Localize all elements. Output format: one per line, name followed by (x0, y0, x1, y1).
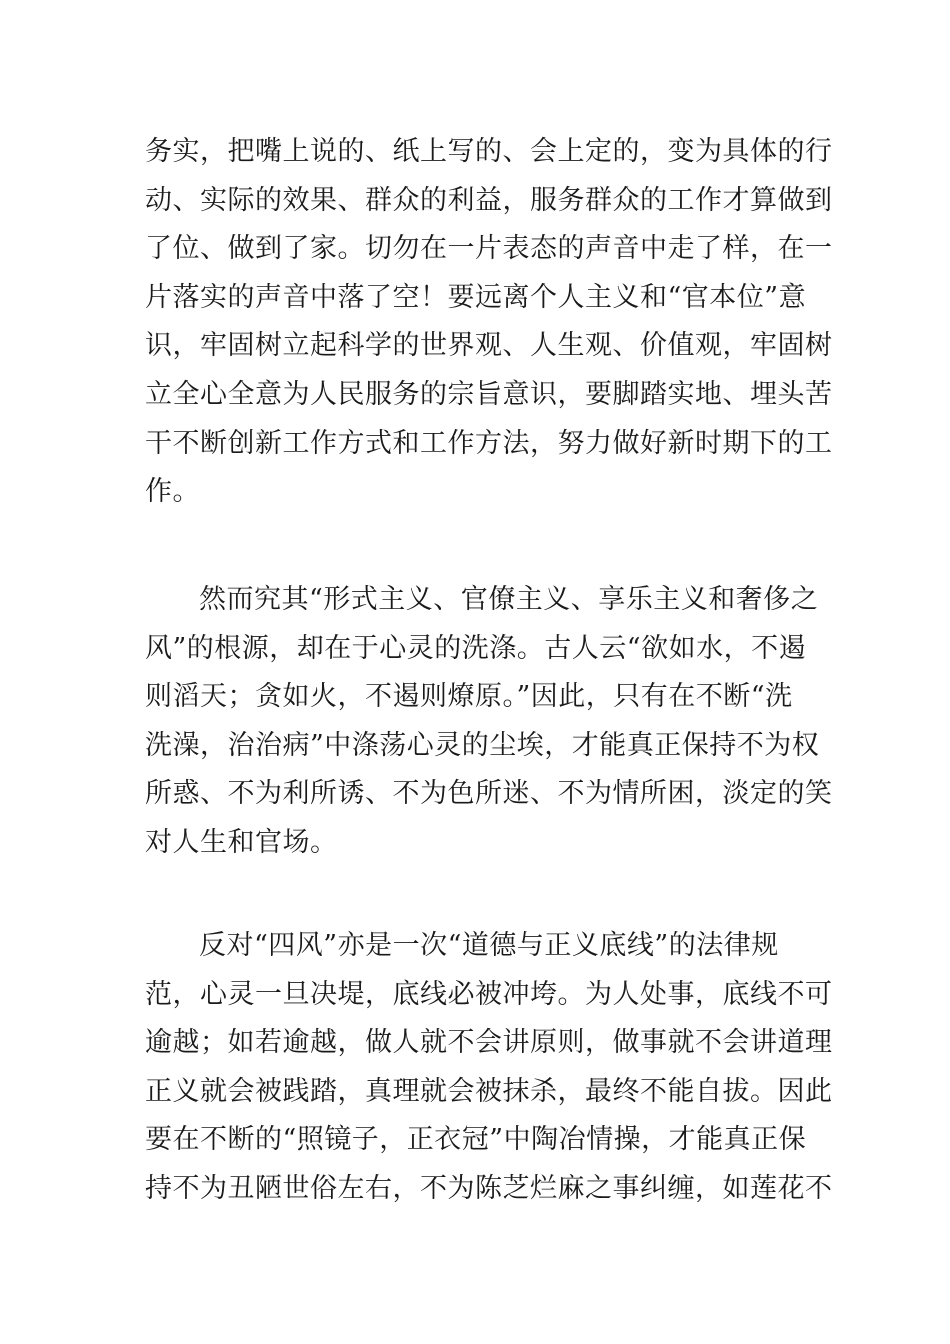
text-line: 了位、做到了家。切勿在一片表态的声音中走了样，在一 (145, 233, 833, 265)
text-line: 作。 (145, 476, 200, 508)
text-line: 风”的根源，却在于心灵的洗涤。古人云“欲如水，不遏 (145, 632, 807, 664)
text-line: 立全心全意为人民服务的宗旨意识，要脚踏实地、埋头苦 (145, 378, 833, 410)
text-line: 正义就会被践踏，真理就会被抹杀，最终不能自拔。因此 (145, 1075, 833, 1107)
text-line: 持不为丑陋世俗左右，不为陈芝烂麻之事纠缠，如莲花不 (145, 1172, 833, 1204)
text-line: 识，牢固树立起科学的世界观、人生观、价值观，牢固树 (145, 330, 833, 362)
text-line-first: 反对“四风”亦是一次“道德与正义底线”的法律规 (199, 930, 779, 961)
text-line: 对人生和官场。 (145, 826, 338, 858)
text-line: 范，心灵一旦决堤，底线必被冲垮。为人处事，底线不可 (145, 978, 833, 1010)
text-line: 动、实际的效果、群众的利益，服务群众的工作才算做到 (145, 184, 833, 216)
text-line: 务实，把嘴上说的、纸上写的、会上定的，变为具体的行 (145, 136, 833, 167)
text-line: 要在不断的“照镜子，正衣冠”中陶冶情操，才能真正保 (145, 1124, 807, 1156)
text-line: 洗澡，治治病”中涤荡心灵的尘埃，才能真正保持不为权 (145, 729, 820, 761)
text-line: 片落实的声音中落了空！要远离个人主义和“官本位”意 (145, 281, 807, 313)
paragraph-3 (145, 922, 833, 1214)
paragraph-2 (145, 576, 833, 868)
text-line: 所惑、不为利所诱、不为色所迷、不为情所困，淡定的笑 (145, 778, 833, 810)
paragraph-1 (145, 128, 833, 517)
text-line: 干不断创新工作方式和工作方法，努力做好新时期下的工 (145, 427, 833, 459)
text-line: 则滔天；贪如火，不遏则燎原。”因此，只有在不断“洗 (145, 681, 793, 713)
text-line: 逾越；如若逾越，做人就不会讲原则，做事就不会讲道理 (145, 1027, 833, 1059)
text-line-first: 然而究其“形式主义、官僚主义、享乐主义和奢侈之 (199, 584, 819, 615)
